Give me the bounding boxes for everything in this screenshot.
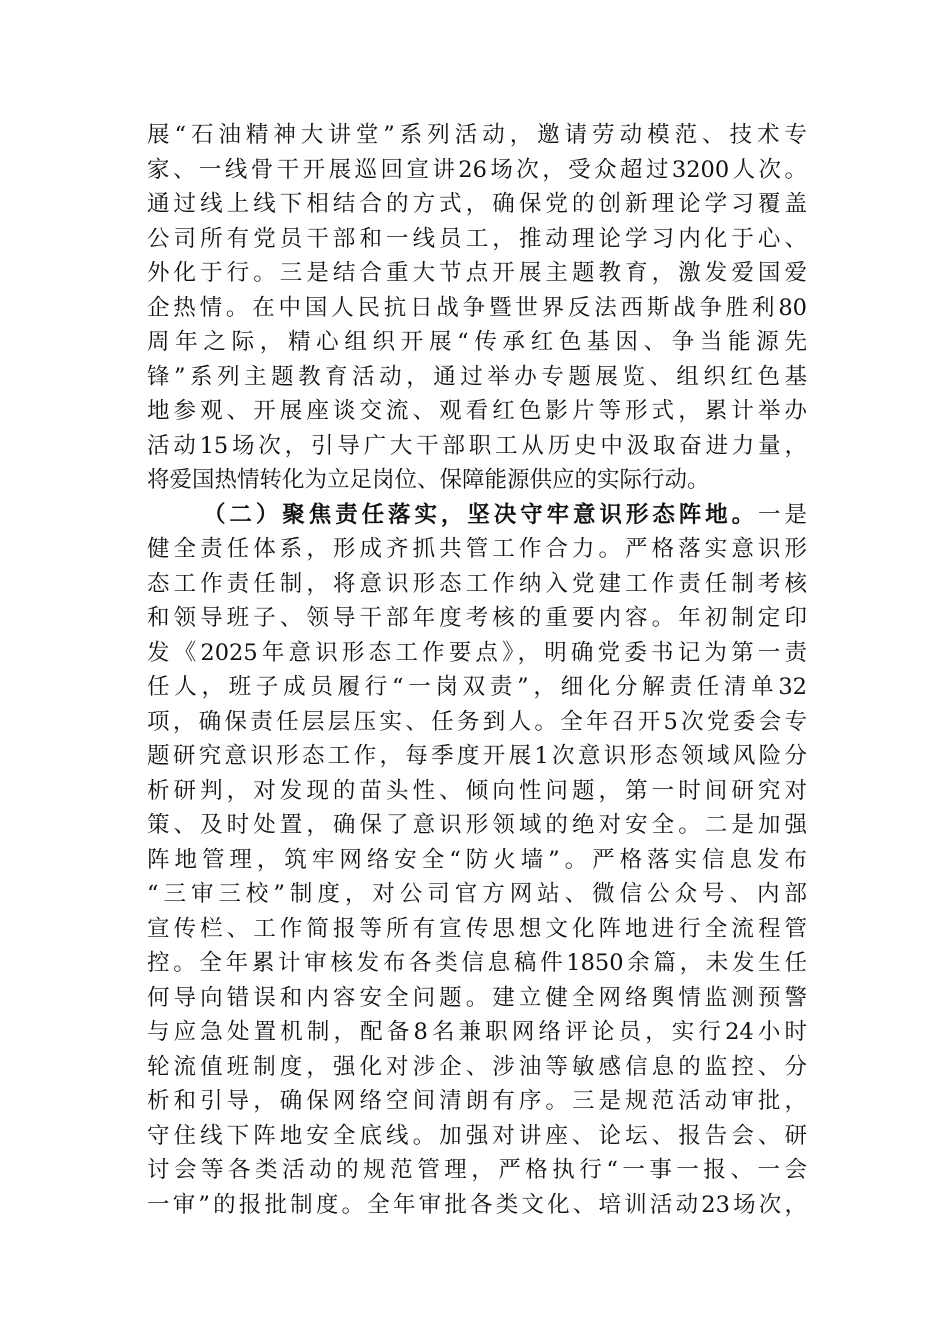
text-line: 宣传栏、工作简报等所有宣传思想文化阵地进行全流程管 — [147, 915, 807, 942]
text-line: 发《2025年意识形态工作要点》，明确党委书记为第一责 — [147, 639, 807, 666]
paragraph-last-line: 将爱国热情转化为立足岗位、保障能源供应的实际行动。 — [147, 467, 710, 493]
text-line: 项，确保责任层层压实、任务到人。全年召开5次党委会专 — [147, 708, 807, 735]
text-line: 阵地管理，筑牢网络安全“防火墙”。严格落实信息发布 — [147, 846, 807, 873]
text-line: 析研判，对发现的苗头性、倾向性问题，第一时间研究对 — [147, 777, 807, 804]
section-heading-line — [147, 498, 807, 533]
text-line: 锋”系列主题教育活动，通过举办专题展览、组织红色基 — [147, 363, 807, 390]
text-line: 任人，班子成员履行“一岗双责”，细化分解责任清单32 — [147, 674, 807, 700]
text-line: 外化于行。三是结合重大节点开展主题教育，激发爱国爱 — [147, 260, 807, 286]
text-line: 策、及时处置，确保了意识形领域的绝对安全。二是加强 — [147, 812, 807, 838]
text-line: 控。全年累计审核发布各类信息稿件1850余篇，未发生任 — [147, 950, 807, 976]
text-line: 周年之际，精心组织开展“传承红色基因、争当能源先 — [147, 329, 807, 355]
text-line: 轮流值班制度，强化对涉企、涉油等敏感信息的监控、分 — [147, 1053, 807, 1080]
section-heading: （二）聚焦责任落实，坚决守牢意识形态阵地。 — [203, 501, 759, 528]
text-line: 活动15场次，引导广大干部职工从历史中汲取奋进力量， — [147, 432, 807, 459]
text-line: 与应急处置机制，配备8名兼职网络评论员，实行24小时 — [147, 1019, 807, 1045]
document-body — [147, 118, 807, 1222]
text-line: 析和引导，确保网络空间清朗有序。三是规范活动审批， — [147, 1088, 807, 1114]
text-line: “三审三校”制度，对公司官方网站、微信公众号、内部 — [147, 881, 807, 907]
section-heading-continuation: 一是 — [758, 501, 807, 528]
text-line: 和领导班子、领导干部年度考核的重要内容。年初制定印 — [147, 605, 807, 631]
text-line: 公司所有党员干部和一线员工，推动理论学习内化于心、 — [147, 225, 807, 252]
text-line: 家、一线骨干开展巡回宣讲26场次，受众超过3200人次。 — [147, 156, 807, 183]
text-line: 态工作责任制，将意识形态工作纳入党建工作责任制考核 — [147, 570, 807, 597]
text-line: 题研究意识形态工作，每季度开展1次意识形态领域风险分 — [147, 743, 807, 769]
text-line: 健全责任体系，形成齐抓共管工作合力。严格落实意识形 — [147, 536, 807, 562]
text-line: 展“石油精神大讲堂”系列活动，邀请劳动模范、技术专 — [147, 122, 807, 148]
text-line: 讨会等各类活动的规范管理，严格执行“一事一报、一会 — [147, 1157, 807, 1183]
text-line: 何导向错误和内容安全问题。建立健全网络舆情监测预警 — [147, 984, 807, 1011]
text-line: 一审”的报批制度。全年审批各类文化、培训活动23场次， — [147, 1191, 807, 1218]
text-line: 守住线下阵地安全底线。加强对讲座、论坛、报告会、研 — [147, 1122, 807, 1149]
text-line: 通过线上线下相结合的方式，确保党的创新理论学习覆盖 — [147, 191, 807, 217]
text-line: 企热情。在中国人民抗日战争暨世界反法西斯战争胜利80 — [147, 294, 807, 321]
text-line: 地参观、开展座谈交流、观看红色影片等形式，累计举办 — [147, 398, 807, 424]
